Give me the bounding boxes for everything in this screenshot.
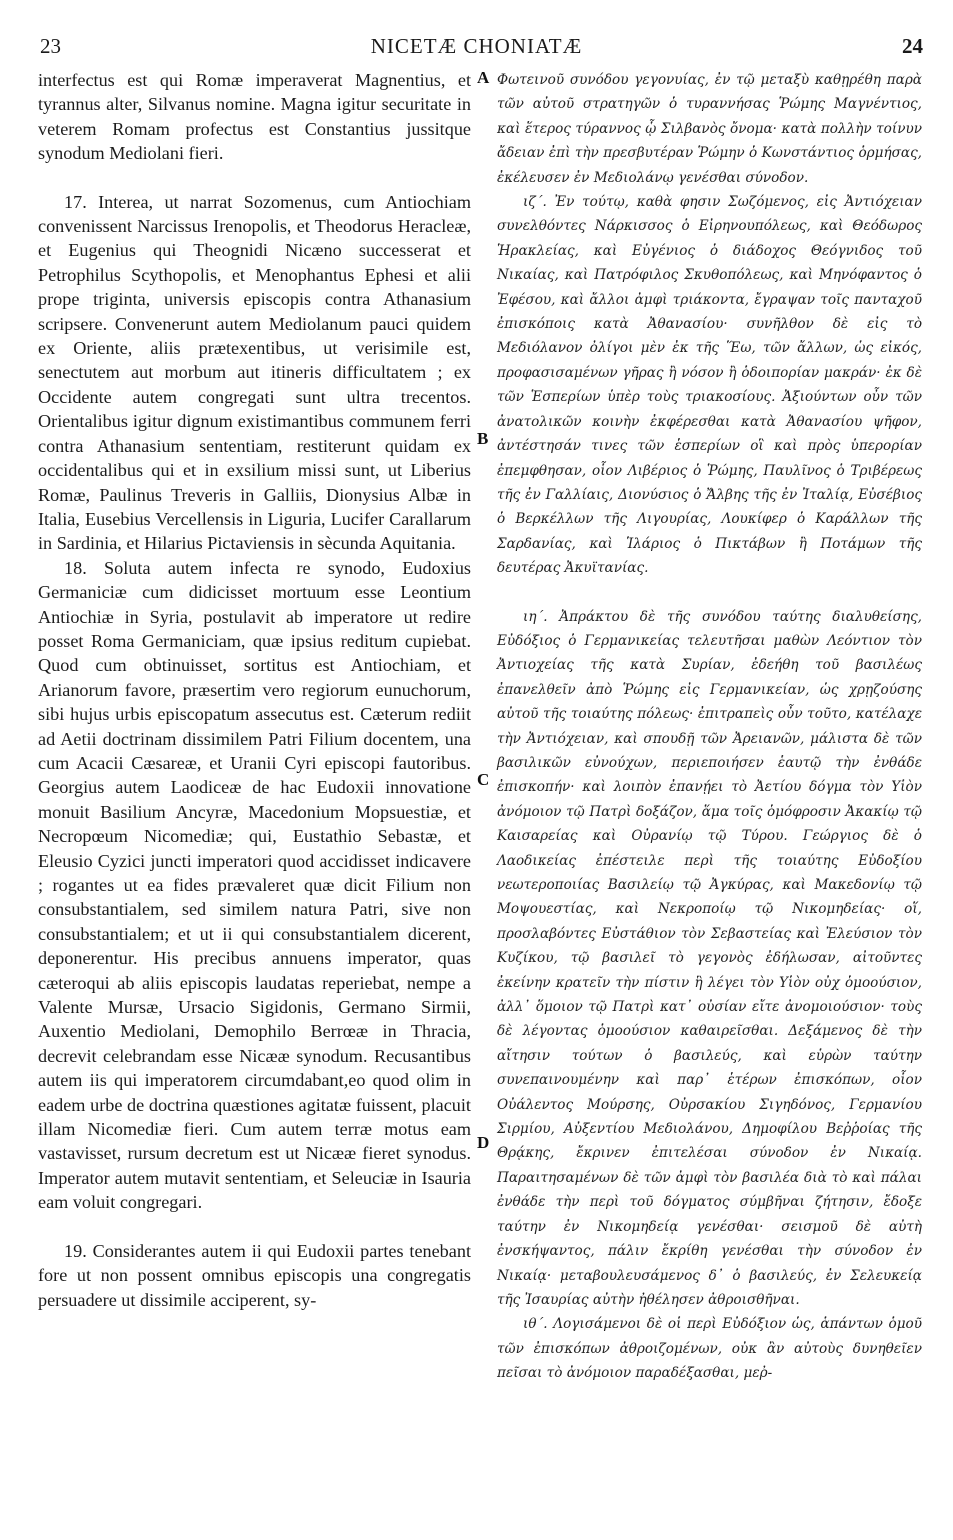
margin-letter-a: A (477, 68, 490, 87)
margin-letter-c: C (477, 770, 490, 789)
greek-paragraph-intro: Φωτεινοῦ συνόδου γεγονυίας, ἐν τῷ μεταξὺ καθῃρέθη παρὰ τῶν αὐτοῦ στρατηγῶν ὁ τυραννήσας Ῥώμης Μαγνέντιος, καὶ ἕτερος τύραννος ᾧ Σιλβανὸς ὄνομα· κατὰ πολλὴν τοίνυν ἄδειαν ἐπὶ τὴν πρεσβυτέραν Ῥώμην ὁ Κωνστάντιος ὁρμήσας, ἐκέλευσεν ἐν Μεδιολάνῳ γενέσθαι σύνοδον. (497, 72, 922, 186)
page-number-left: 23 (40, 34, 61, 58)
latin-paragraph-19: 19. Considerantes autem ii qui Eudoxii partes tenebant fore ut non possent omnibus episcopis una congregatis persuadere ut dissimile acciperent, sy- (38, 1240, 471, 1310)
page-number-right: 24 (902, 34, 923, 58)
greek-column (497, 68, 922, 1386)
margin-letter-d: D (477, 1133, 490, 1152)
running-title: NICETÆ CHONIATÆ (370, 34, 583, 58)
greek-paragraph-18: ιη΄. Ἀπράκτου δὲ τῆς συνόδου ταύτης διαλυθείσης, Εὐδόξιος ὁ Γερμανικείας τελευτῆσαι μαθὼν Λεόντιον τὸν Ἀντιοχείας τῆς κατὰ Συρίαν, ἐδεήθη τοῦ βασιλέως ἐπανελθεῖν ἀπὸ Ῥώμης εἰς Γερμανικείαν, ὡς χρῃζούσης αὐτοῦ τῆς τοιαύτης πόλεως· ἐπιτραπεὶς οὖν τοῦτο, κατέλαχε τὴν Ἀντιόχειαν, καὶ σπουδῇ τῶν Ἀρειανῶν, μάλιστα δὲ τῶν βασιλικῶν εὐνούχων, περιεποιήσεν ἑαυτῷ τὴν ἐνθάδε ἐπισκοπήν· καὶ λοιπὸν ἐπανῄει τὸ Ἀετίου δόγμα τὸν Υἱὸν ἀνόμοιον τῷ Πατρὶ δοξάζον, ἅμα τοῖς ὁμόφροσιν Ἀκακίῳ τῷ Καισαρείας καὶ Οὐρανίῳ τῷ Τύρου. Γεώργιος δὲ ὁ Λαοδικείας ἐπέστειλε περὶ τῆς τοιαύτης Εὐδοξίου νεωτεροποιίας Βασιλείῳ τῷ Ἀγκύρας, καὶ Μακεδονίῳ τῷ Μοψουεστίας, καὶ Νεκροποίῳ τῷ Νικομηδείας· οἵ, προσλαβόντες Εὐστάθιον τὸν Σεβαστείας καὶ Ἐλεύσιον τὸν Κυζίκου, τῷ βασιλεῖ τὸ γεγονὸς ἐδήλωσαν, αἰτοῦντες ἐκείνην κρατεῖν τὴν πίστιν ἣ λέγει τὸν Υἱὸν οὐχ ὁμοούσιον, ἀλλ᾽ ὅμοιον τῷ Πατρὶ κατ᾽ οὐσίαν εἴτε ἀνομοιούσιον· τοὺς δὲ λέγοντας ὁμοούσιον καθαιρεῖσθαι. Δεξάμενος δὲ τὴν αἴτησιν τούτων ὁ βασιλεύς, καὶ εὑρὼν ταύτην συνεπαινουμένην καὶ παρ᾽ ἑτέρων ἐπισκόπων, οἷον Οὐάλεντος Μούρσης, Οὐρσακίου Σιγηδόνος, Γερμανίου Σιρμίου, Αὐξεντίου Μεδιολάνου, Δημοφίλου Βεῤῥοίας τῆς Θρᾴκης, ἔκρινεν ἐπιτελέσαι σύνοδον ἐν Νικαίᾳ. Παραιτησαμένων δὲ τῶν ἀμφὶ τὸν βασιλέα διὰ τὸ καὶ πάλαι ἐνθάδε τὴν περὶ τοῦ δόγματος σύμβῆναι ζήτησιν, ἔδοξε ταύτην ἐν Νικομηδείᾳ γενέσθαι· σεισμοῦ δὲ αὐτὴ ἐνσκήψαντος, πάλιν ἔκρίθη γενέσθαι τὴν σύνοδον ἐν Νικαίᾳ· μεταβουλευσάμενος δ᾽ ὁ βασιλεύς, ἐν Σελευκείᾳ τῆς Ἰσαυρίας αὐτὴν ἠθέλησεν ἀθροισθῆναι. (497, 608, 922, 1308)
latin-column (38, 68, 471, 1312)
greek-paragraph-17: ιζ΄. Ἐν τούτῳ, καθὰ φησιν Σωζόμενος, εἰς Ἀντιόχειαν συνελθόντες Νάρκισσος ὁ Εἰρηνουπόλεως, καὶ Θεόδωρος Ἡρακλείας, καὶ Εὐγένιος ὁ διάδοχος Θεόγνιδος τοῦ Νικαίας, καὶ Πατρόφιλος Σκυθοπόλεως, καὶ Μηνόφαντος ὁ Ἐφέσου, καὶ ἄλλοι ἀμφὶ τριάκοντα, ἔγραψαν τοῖς πανταχοῦ ἐπισκόποις κατὰ Ἀθανασίου· συνῆλθον δὲ εἰς τὸ Μεδιόλανον ὀλίγοι μὲν ἐκ τῆς Ἕω, τῶν ἄλλων, ὡς εἰκός, προφασισαμένων γῆρας ἢ νόσον ἢ ὁδοιπορίαν μακράν· ἐκ δὲ τῶν Ἑσπερίων ὑπὲρ τοὺς τριακοσίους. Ἀξιούντων οὖν τῶν ἀνατολικῶν κοινὴν ἐκφέρεσθαι κατὰ Ἀθανασίου ψῆφον, ἀντέστησάν τινες τῶν ἑσπερίων οἳ καὶ πρὸς ὑπερορίαν ἐπεμφθησαν, οἷον Λιβέριος ὁ Ῥώμης, Παυλῖνος ὁ Τριβέρεως τῆς ἐν Γαλλίαις, Διονύσιος ὁ Ἄλβης τῆς ἐν Ἰταλίᾳ, Εὐσέβιος ὁ Βερκέλλων τῆς Λιγουρίας, Λουκίφερ ὁ Καράλλων τῆς Σαρδανίας, καὶ Ἱλάριος ὁ Πικτάβων ἢ Ποτάμων τῆς δευτέρας Ἀκυϊτανίας. (497, 194, 922, 577)
greek-paragraph-19: ιθ΄. Λογισάμενοι δὲ οἱ περὶ Εὐδόξιον ὡς, ἁπάντων ὁμοῦ τῶν ἐπισκόπων ἀθροιζομένων, οὐκ ἂν αὐτοὺς δυνηθεῖεν πεῖσαι τὸ ἀνόμοιον παραδέξασθαι, μεῤ- (497, 1316, 922, 1382)
latin-paragraph-18: 18. Soluta autem infecta re synodo, Eudoxius Germaniciæ cum didicisset mortuum esse Leontium Antiochiæ in Syria, postulavit ab imperatore ut redire posset Roma Germaniciam, quæ ipsius reditum cupiebat. Quod cum obtinuisset, sortitus est Antiochiam, et Arianorum favore, præsertim vero regiorum eunuchorum, sibi hujus urbis episcopatum assecutus est. Cæterum rediit ad Aetii doctrinam dissimilem Patri Filium docentem, una cum Acacii Cæsareæ, et Uranii Cyri episcopi fautoribus. Georgius autem Laodiceæ de hac Eudoxii innovatione monuit Basilium Ancyræ, Macedonium Mopsuestiæ, et Necropœum Nicomediæ; qui, Eustathio Sebastæ, et Eleusio Cyzici juncti imperatori quod accidisset indicavere ; rogantes ut ea fides prævaleret quæ dicit Filium non consubstantialem, sed similem natura Patri, sive non consubstantialem; et ut ii qui consubstantialem dicerent, deponerentur. His precibus annuens imperator, quas cæteroqui ab aliis episcopis laudatas reperiebat, nempe a Valente Mursæ, Ursacio Sigidonis, Germano Sirmii, Auxentio Mediolani, Demophilo Berrœæ in Thracia, decrevit celebrandam esse Nicææ synodum. Recusantibus autem iis qui imperatorem circumdabant,eo quod olim in eadem urbe de doctrina quæstiones agitatæ fuissent, placuit illam Nicomediæ fieri. Cum autem terræ motus eam vastavisset, rursum decretum est ut Nicææ fieret synodus. Imperator autem mutavit sententiam, et Seleuciæ in Isauria eam voluit congregari. (38, 557, 471, 1213)
latin-paragraph-17: 17. Interea, ut narrat Sozomenus, cum Antiochiam convenissent Narcissus Irenopolis, et Theodorus Heracleæ, et Eugenius qui Theognidi Nicæno successerat et Petrophilus Scythopolis, et Menophantus Ephesi et alii prope triginta, universis episcopis contra Athanasium scripsere. Convenerunt autem Mediolanum pauci quidem ex Oriente, aliis prætexentibus, ut verisimile est, senectutem aut morbum aut itineris difficultatem ; ex Occidente autem congregati sunt ultra trecentos. Orientalibus igitur dignum existimantibus communem ferri contra Athanasium sententiam, restiterunt quidam ex occidentalibus qui et in exsilium missi sunt, ut Liberius Romæ, Paulinus Treveris in Galliis, Dionysius Albæ in Italia, Eusebius Vercellensis in Liguria, Lucifer Carallarum in Sardinia, et Hilarius Pictaviensis in sècunda Aquitania. (38, 191, 471, 554)
latin-paragraph-intro: interfectus est qui Romæ imperaverat Magnentius, et tyrannus alter, Silvanus nomine. Magna igitur securitate in veterem Romam profectus est Constantius jussitque synodum Mediolani fieri. (38, 70, 471, 164)
margin-letter-b: B (477, 429, 489, 448)
